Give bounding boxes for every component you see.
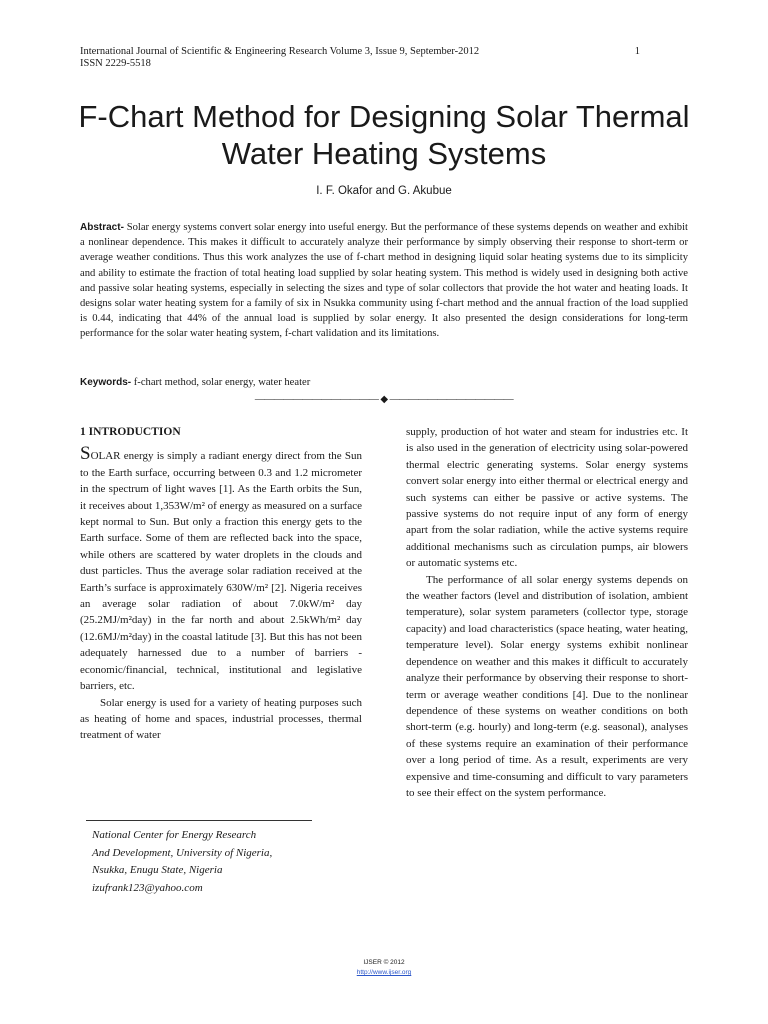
page-number: 1 (634, 46, 640, 57)
affiliation-line: National Center for Energy Research (92, 829, 257, 841)
keywords-text: f-chart method, solar energy, water heater (131, 377, 311, 388)
abstract (80, 220, 688, 342)
affiliation-line: Nsukka, Enugu State, Nigeria (92, 864, 223, 877)
intro-paragraph-2-start: Solar energy is used for a variety of heating purposes such as heating of home and spaces, industrial processes, thermal treatment of water (80, 696, 362, 742)
page-footer (0, 958, 768, 978)
paper-title: F-Chart Method for Designing Solar Thermal Water Heating Systems (78, 99, 690, 171)
left-column (80, 424, 362, 744)
abstract-text: Solar energy systems convert solar energy into useful energy. But the performance of these systems depends on weather and exhibit a nonlinear dependence. This makes it difficult to accurately analyze their performance by simply observing their response to short-term or average weather conditions. Thus this work analyzes the use of f-chart method in designing liquid solar heating systems due to its simplicity and ability to estimate the fraction of total heating load supplied by solar heating system. This method is widely used in designing both active and passive solar heating systems, especially in selecting the sizes and type of solar collectors that provide the hot water and heating loads. It designs solar water heating system for a family of six in Nsukka community using f-chart method and the annual fraction of the load supplied is 0.44, indicating that 44% of the annual load is supplied by solar energy. It also presented the design considerations for long-term performance for the solar water heating system, f-chart validation and its limitations. (80, 222, 688, 340)
section-separator: ————————————— ◆ ————————————— (254, 394, 514, 405)
dropcap: S (80, 443, 91, 465)
journal-name: International Journal of Scientific & Engineering Research Volume 3, Issue 9, September-2012 (80, 46, 480, 57)
affiliation-line: And Development, University of Nigeria, (92, 846, 273, 859)
intro-paragraph-2-continued: supply, production of hot water and steam for industries etc. It is also used in the generation of electricity using solar-powered thermal electric generating systems. Solar energy systems convert solar energy into either thermal or electrical energy and such systems can either be passive or active systems. The passive systems do not require input of any form of energy apart from the solar radiation, while the active systems require additional mechanisms such as circulation pumps, air blowers or automatic systems etc. (406, 426, 688, 570)
author-affiliation-footnote (92, 827, 272, 897)
journal-link[interactable]: http://www.ijser.org (356, 969, 412, 976)
issn: ISSN 2229-5518 (80, 58, 151, 69)
author-email: izufrank123@yahoo.com (92, 881, 203, 894)
footnote-rule (86, 820, 312, 821)
intro-paragraph-3: The performance of all solar energy systems depends on the weather factors (level and distribution of isolation, ambient temperature), solar system parameters (collector type, storage capacity) and load characteristics (space heating, water heating, temperature level). Solar energy systems exhibit nonlinear dependence on weather and this makes it difficult to accurately analyze their performance by observing their response to short-term or average weather conditions [4]. Due to the nonlinear dependence of these systems on weather conditions on both short-term (e.g. hourly) and long-term (e.g. seasonal), analyses of these systems require an examination of their performance over a long period of time. As a result, experiments are very expensive and time-consuming and difficult to vary parameters to see their effect on the system performance. (406, 573, 688, 799)
intro-paragraph-1-text: OLAR energy is simply a radiant energy direct from the Sun to the Earth surface, occurring between 0.3 and 1.2 micrometer in the spectrum of light waves [1]. As the Earth orbits the Sun, it receives about 1,353W/m² of energy as measured on a surface kept normal to Sun. But only a fraction this energy gets to the Earth surface. Some of them are reflected back into the space, while others are scattered by water droplets in the clouds and dust particles. Thus the average solar radiation received at the Earth’s surface is approximately 630W/m² [2]. Nigeria receives an average solar radiation of about 7.0kW/m² day (25.2MJ/m²day) in the far north and about 2.5kWh/m² day (12.6MJ/m²day) in the coastal latitude [3]. But this has not been adequately harnessed due to a number of barriers - economic/financial, technical, institutional and legislative barriers, etc. (80, 450, 362, 693)
right-column (406, 424, 688, 801)
intro-paragraph-1 (80, 443, 362, 694)
copyright: IJSER © 2012 (363, 959, 405, 966)
running-header (80, 46, 640, 70)
keywords (80, 377, 310, 388)
section-heading: 1 INTRODUCTION (80, 426, 181, 438)
authors: I. F. Okafor and G. Akubue (316, 185, 452, 197)
keywords-label: Keywords- (80, 377, 132, 388)
abstract-label: Abstract- (80, 222, 124, 233)
